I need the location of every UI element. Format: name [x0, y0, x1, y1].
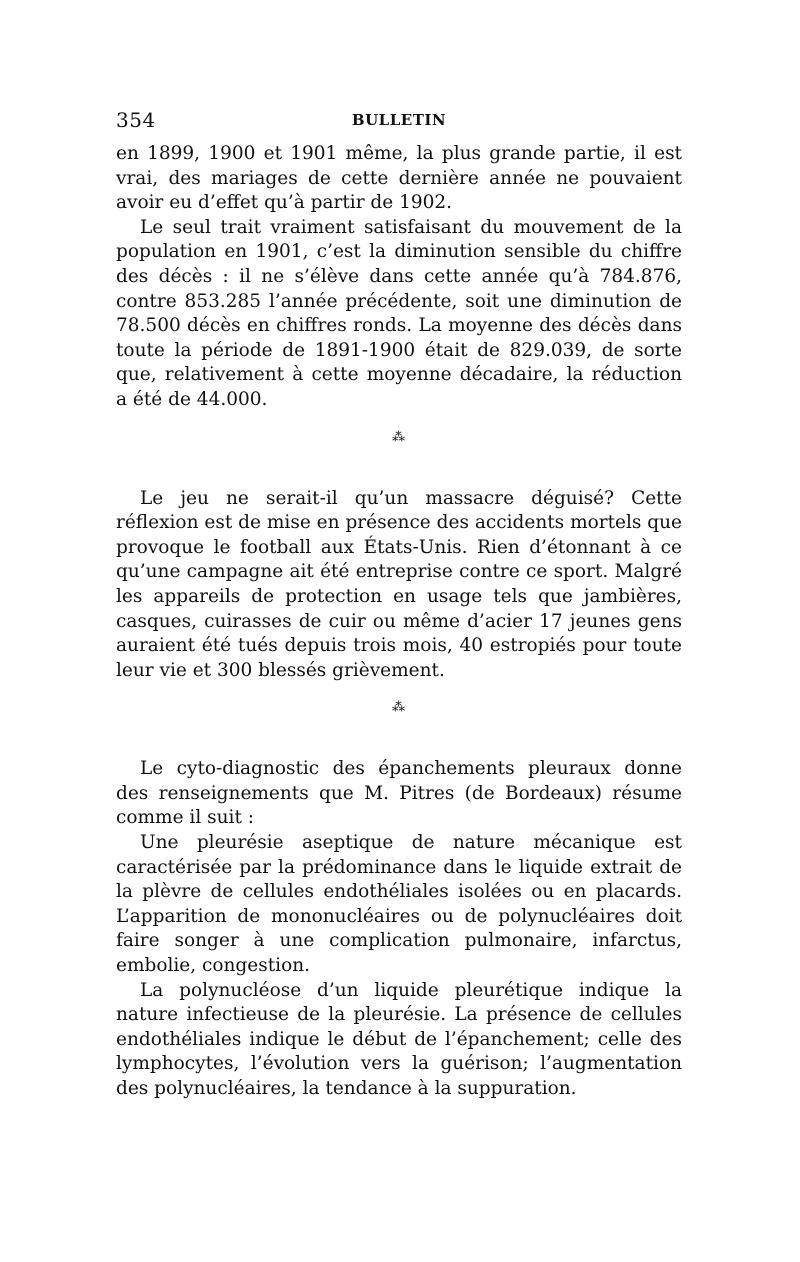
article-body [116, 142, 682, 1102]
paragraph-2: Le seul trait vraiment satisfaisant du mouvement de la population en 1901, c’est la diminution sensible du chiffre des décès : il ne s’élève dans cette année qu’à 784.876, contre 853.285 l’année précédente, soit une diminution de 78.500 décès en chiffres ronds. La moyenne des décès dans toute la période de 1891-1900 était de 829.039, de sorte que, relativement à cette moyenne décadaire, la réduction a été de 44.000. [116, 216, 682, 410]
paragraph-5: Une pleurésie aseptique de nature mécanique est caractérisée par la prédominance dans le liquide extrait de la plèvre de cellules endothéliales isolées ou en placards. L’apparition de mononucléaires ou de polynucléaires doit faire songer à une complication pulmonaire, infarctus, embolie, congestion. [116, 832, 682, 977]
page-header [116, 108, 682, 142]
section-separator [116, 683, 682, 757]
section-separator [116, 413, 682, 487]
asterism-icon: ⁂ [392, 429, 406, 445]
paragraph-6: La polynucléose d’un liquide pleurétique indique la nature infectieuse de la pleurésie. La présence de cellules endothéliales indique le début de l’épanchement; celle des lymphocytes, l’évolution vers la guérison; l’augmentation des polynucléaires, la tendance à la suppuration. [116, 979, 682, 1099]
asterism-icon: ⁂ [392, 700, 406, 716]
running-title: BULLETIN [351, 111, 447, 129]
paragraph-3: Le jeu ne serait-il qu’un massacre déguisé? Cette réflexion est de mise en présence des accidents mortels que provoque le football aux États-Unis. Rien d’étonnant à ce qu’une campagne ait été entreprise contre ce sport. Malgré les appareils de protection en usage tels que jambières, casques, cuirasses de cuir ou même d’acier 17 jeunes gens auraient été tués depuis trois mois, 40 estropiés pour toute leur vie et 300 blessés grièvement. [116, 487, 682, 681]
page [116, 108, 682, 1102]
page-number: 354 [116, 108, 156, 132]
paragraph-4: Le cyto-diagnostic des épanchements pleuraux donne des renseignements que M. Pitres (de Bordeaux) résume comme il suit : [116, 758, 682, 829]
paragraph-1: en 1899, 1900 et 1901 même, la plus grande partie, il est vrai, des mariages de cette dernière année ne pouvaient avoir eu d’effet qu’à partir de 1902. [116, 143, 682, 214]
